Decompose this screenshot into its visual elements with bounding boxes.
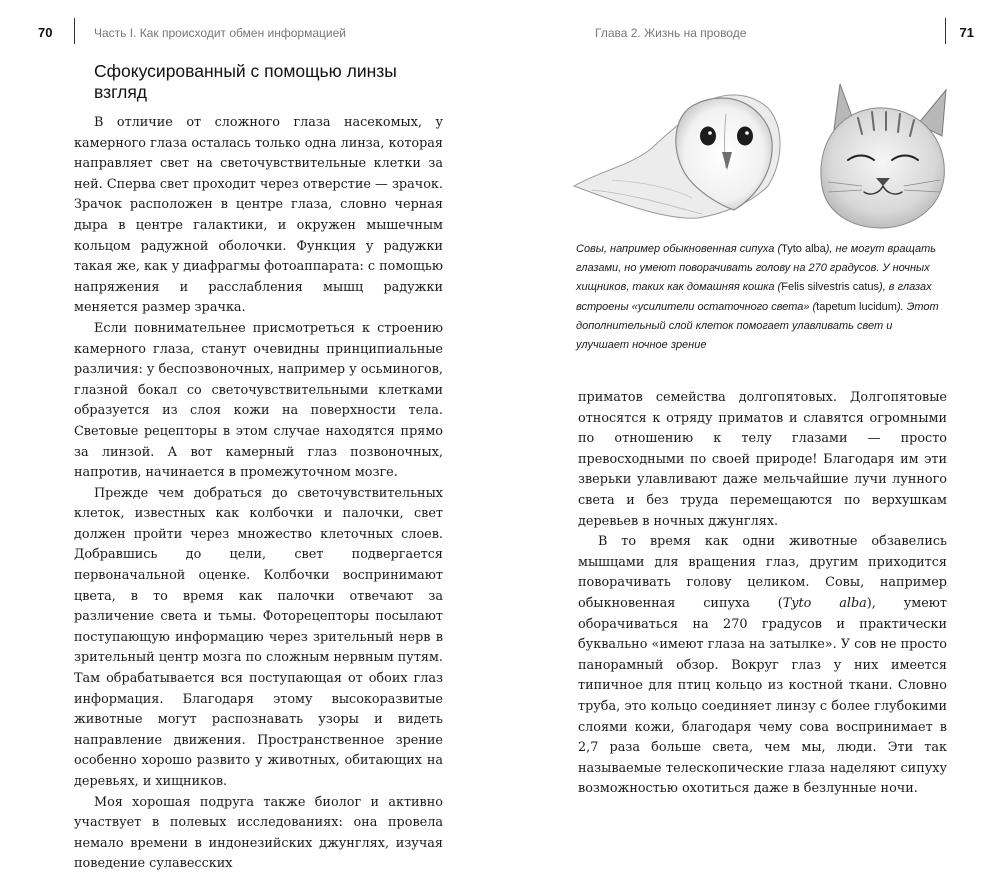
running-head: Часть I. Как происходит обмен информацией <box>94 26 346 40</box>
section-title: Сфокусированный с помощью линзы взгляд <box>94 61 397 102</box>
left-page <box>0 0 500 872</box>
paragraph: В отличие от сложного глаза насекомых, у камерного глаза осталась только одна линза, которая направляет свет на светочувствительные клетки за ней. Сперва свет проходит через отверстие — зрачок. Зрачок расположен в центре глаза, словно черная дыра в центре галактики, и окружен мышечным кольцом радужной оболочки. Функция у радужки такая же, как у диафрагмы фотоаппарата: с помощью напряжения и расслабления мышц радужки меняется размер зрачка. <box>74 115 443 316</box>
header-divider <box>74 18 75 44</box>
latin-term: tapetum lucidum <box>816 300 897 313</box>
running-head: Глава 2. Жизнь на проводе <box>595 26 747 40</box>
owl-cat-illustration <box>572 78 950 230</box>
paragraph: Моя хорошая подруга также биолог и активно участвует в полевых исследованиях: она провела немало времени в индонезийских джунглях, изучая поведение сулавесских <box>74 794 443 872</box>
page-number: 70 <box>38 25 53 40</box>
paragraph: приматов семейства долгопятовых. Долгопятовые относятся к отряду приматов и славятся огромными по отношению к телу глазами — просто превосходными по своей природе! Благодаря им эти зверьки улавливают даже мельчайшие лучи лунного света и без труда перемещаются по верхушкам деревьев в ночных джунглях. <box>578 390 947 529</box>
cat-drawing <box>821 84 946 228</box>
right-page <box>500 0 1000 797</box>
page-number: 71 <box>959 25 974 40</box>
latin-term: Tyto alba <box>782 595 867 611</box>
latin-term: Felis silvestris catus <box>781 281 880 294</box>
paragraph: Прежде чем добраться до светочувствительных клеток, известных как колбочки и палочки, свет должен пройти через множество клеточных слоев. Добравшись до цели, свет подвергается первоначальной оценке. Колбочки воспринимают цвета, в то время как палочки отвечают за различение света и тьмы. Фоторецепторы посылают поступающую информацию через зрительный нерв в зрительный центр мозга по сложным нервным путям. Там обрабатывается вся поступающая от обоих глаз информация. Благодаря этому высокоразвитые животные могут распознавать узоры и видеть направление движения. Пространственное зрение особенно хорошо развито у животных, обитающих на деревьях, и хищников. <box>74 485 443 789</box>
paragraph: Если повнимательнее присмотреться к строению камерного глаза, станут очевидны принципиальные различия: у беспозвоночных, например у осьминогов, глазной бокал со светочувствительными клетками образуется из слоя кожи на поверхности тела. Световые рецепторы в этом случае находятся прямо за линзой. А вот камерный глаз позвоночных, напротив, начинается в промежуточном мозге. <box>74 320 443 481</box>
latin-term: Tyto alba <box>781 243 826 255</box>
figure-caption: Совы, например обыкновенная сипуха (Tyto alba), не могут вращать глазами, но умеют поворачивать голову на 270 градусов. У ночных хищников, таких как домашняя кошка (Felis silvestris catus), в глазах встроены «усилители остаточного света» (tapetum lucidum). Этот дополнительный слой клеток помогает улавливать свет и улучшает ночное зрение <box>576 243 939 352</box>
header-divider <box>945 18 946 44</box>
paragraph: В то время как одни животные обзавелись мышцами для вращения глаз, другим приходится поворачивать голову целиком. Совы, например обыкновенная сипуха (Tyto alba), умеют оборачиваться на 270 градусов и практически буквально «имеют глаза на затылке». У сов не просто панорамный обзор. Вокруг глаз у них имеется типичное для птиц кольцо из костной ткани. Словно труба, это кольцо соединяет линзу с более глубокими слоями кожи, благодаря чему сова воспринимает в 2,7 раза больше света, чем мы, люди. Эти так называемые телескопические глаза наделяют сипуху возможностью охотиться даже в безлунные ночи. <box>578 534 948 797</box>
body-text <box>74 113 443 875</box>
owl-drawing <box>574 95 780 218</box>
body-text <box>578 388 947 800</box>
